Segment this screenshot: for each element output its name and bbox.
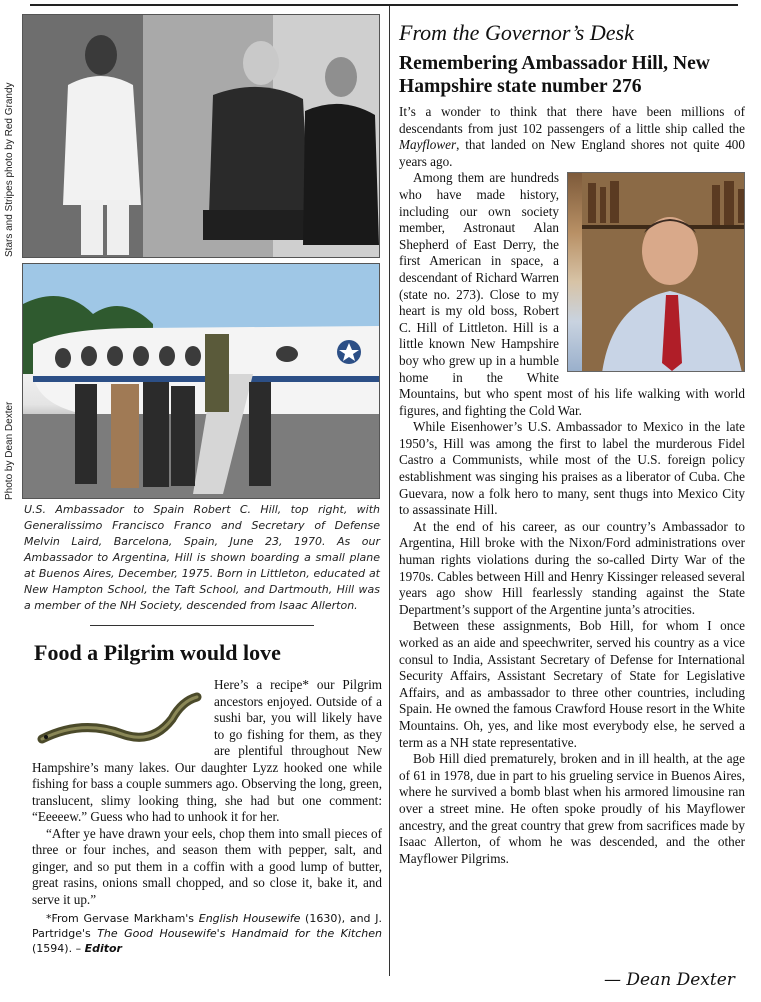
footnote-book-1: English Housewife xyxy=(198,912,301,925)
article-paragraph-5: Between these assignments, Bob Hill, for whom I once worked as an aide and speechwriter, served his country as a vice consul to India, Assistant Secretary of Defense for International Security Affairs, Assistant Secretary of State for Legislative Affairs, and as ambassador to three other countries, including Spain. He owned the famous Crawford House resort in the White Mountains. Oh, yes, and like most everybody else, he served a term as a NH state representative. xyxy=(399,618,745,750)
portrait-illustration xyxy=(582,173,745,372)
photo-caption: U.S. Ambassador to Spain Robert C. Hill, top right, with Generalissimo Francisco Franco and Secretary of Defense Melvin Laird, Barcelona, Spain, June 23, 1970. As our Ambassador to Argentina, Hill is shown boarding a small plane at Buenos Aires, December, 1975. Born in Littleton, educated at New Hampton School, the Taft School, and Dartmouth, Hill was a member of the NH Society, descended from Isaac Allerton. xyxy=(24,503,380,612)
photo-plane-illustration xyxy=(23,264,380,499)
article-paragraph-1 xyxy=(399,104,745,170)
footnote-text-a: *From Gervase Markham's xyxy=(46,912,199,925)
article-body xyxy=(399,104,745,867)
article-paragraph-4: At the end of his career, as our country’s Ambassador to Argentina, Hill broke with the Nixon/Ford administrations over human rights violations during the so-called Dirty War of the 1970s. Cables between Hill and Henry Kissinger released several years ago show Hill fearlessly standing against the State Department’s support of the Argentine junta’s atrocities. xyxy=(399,518,745,617)
section-kicker: From the Governor’s Desk xyxy=(399,20,634,45)
author-signature: — Dean Dexter xyxy=(604,970,735,990)
photo-boarding-plane xyxy=(22,263,380,499)
food-section-body xyxy=(32,677,382,956)
photo-hill-franco-laird xyxy=(22,14,380,258)
photo-credit-bottom: Photo by Dean Dexter xyxy=(4,401,15,500)
food-footnote xyxy=(32,911,382,956)
article-p2-text: Among them are hundreds who have made history, including our own society member, Astronaut Alan Shepherd of East Derry, the first American in space, a descendant of Richard Warren (state no. 273). Close to my heart is my old boss, Robert C. Hill of Littleton. Hill is a little known New Hampshire boy who grew up in a humble home in the White Mountains, but who spent most of his life walking with world figures, and fighting the Cold War. xyxy=(399,170,745,418)
footnote-text-c: (1594). – xyxy=(32,942,85,955)
food-paragraph-1-text: Here’s a recipe* our Pilgrim ancestors enjoyed. Outside of a sushi bar, you will likely have to go fishing for them, as they are plentiful throughout New Hampshire’s many lakes. Our daughter Lyzz hooked one while fishing for bass a couple summers ago. Observing the long, green, translucent, slimy looking thing, she had but one comment: “Eeeeew.” Guess who had to unhook it for her. xyxy=(32,677,382,824)
food-paragraph-1 xyxy=(32,677,382,826)
photo-scene-illustration xyxy=(23,15,380,258)
article-p1-text-a: It’s a wonder to think that there have been millions of descendants from just 102 passengers of a little ship called the xyxy=(399,104,745,136)
food-section-title: Food a Pilgrim would love xyxy=(34,640,281,665)
section-rule xyxy=(90,625,314,626)
top-rule xyxy=(30,4,738,6)
food-recipe-quote: “After ye have drawn your eels, chop them into small pieces of three or four inches, and season them with pepper, salt, and ginger, and so put them in a coffin with a good lump of butter, great rasins, onions small chopped, and so close it, bake it, and serve it up.” xyxy=(32,825,382,907)
article-paragraph-2 xyxy=(399,170,745,419)
portrait-robert-hill xyxy=(567,172,745,372)
article-p1-text-b: , that landed on New England shores not quite 400 years ago. xyxy=(399,137,745,169)
article-paragraph-3: While Eisenhower’s U.S. Ambassador to Mexico in the late 1950’s, Hill was among the first to label the murderous Fidel Castro a Communists, while most of the U.S. foreign policy establishment was singing his praises as a liberator of Cuba. Che Guevara, now a folk hero to many, sent thugs into Mexico City to assassinate Hill. xyxy=(399,419,745,518)
column-divider xyxy=(389,6,390,976)
footnote-editor: Editor xyxy=(84,942,122,955)
footnote-book-2: The Good Housewife's Handmaid for the Kitchen xyxy=(97,927,382,940)
photo-credit-top: Stars and Stripes photo by Red Grandy xyxy=(4,82,15,257)
article-paragraph-6: Bob Hill died prematurely, broken and in ill health, at the age of 61 in 1978, due in part to his grueling service in Buenos Aires, where he survived a bomb blast when his armored limousine ran over a street mine. He often spoke proudly of his Mayflower ancestry, and the great country that grew from sacrifices made by Isaac Allerton, of whom he was descended, and the other Mayflower Pilgrims. xyxy=(399,751,745,866)
article-ship-name: Mayflower xyxy=(399,137,457,153)
footnote-text-b: (1630), and J. Partridge's xyxy=(32,912,382,940)
eel-illustration xyxy=(32,679,208,759)
article-headline: Remembering Ambassador Hill, New Hampshire state number 276 xyxy=(399,53,710,97)
